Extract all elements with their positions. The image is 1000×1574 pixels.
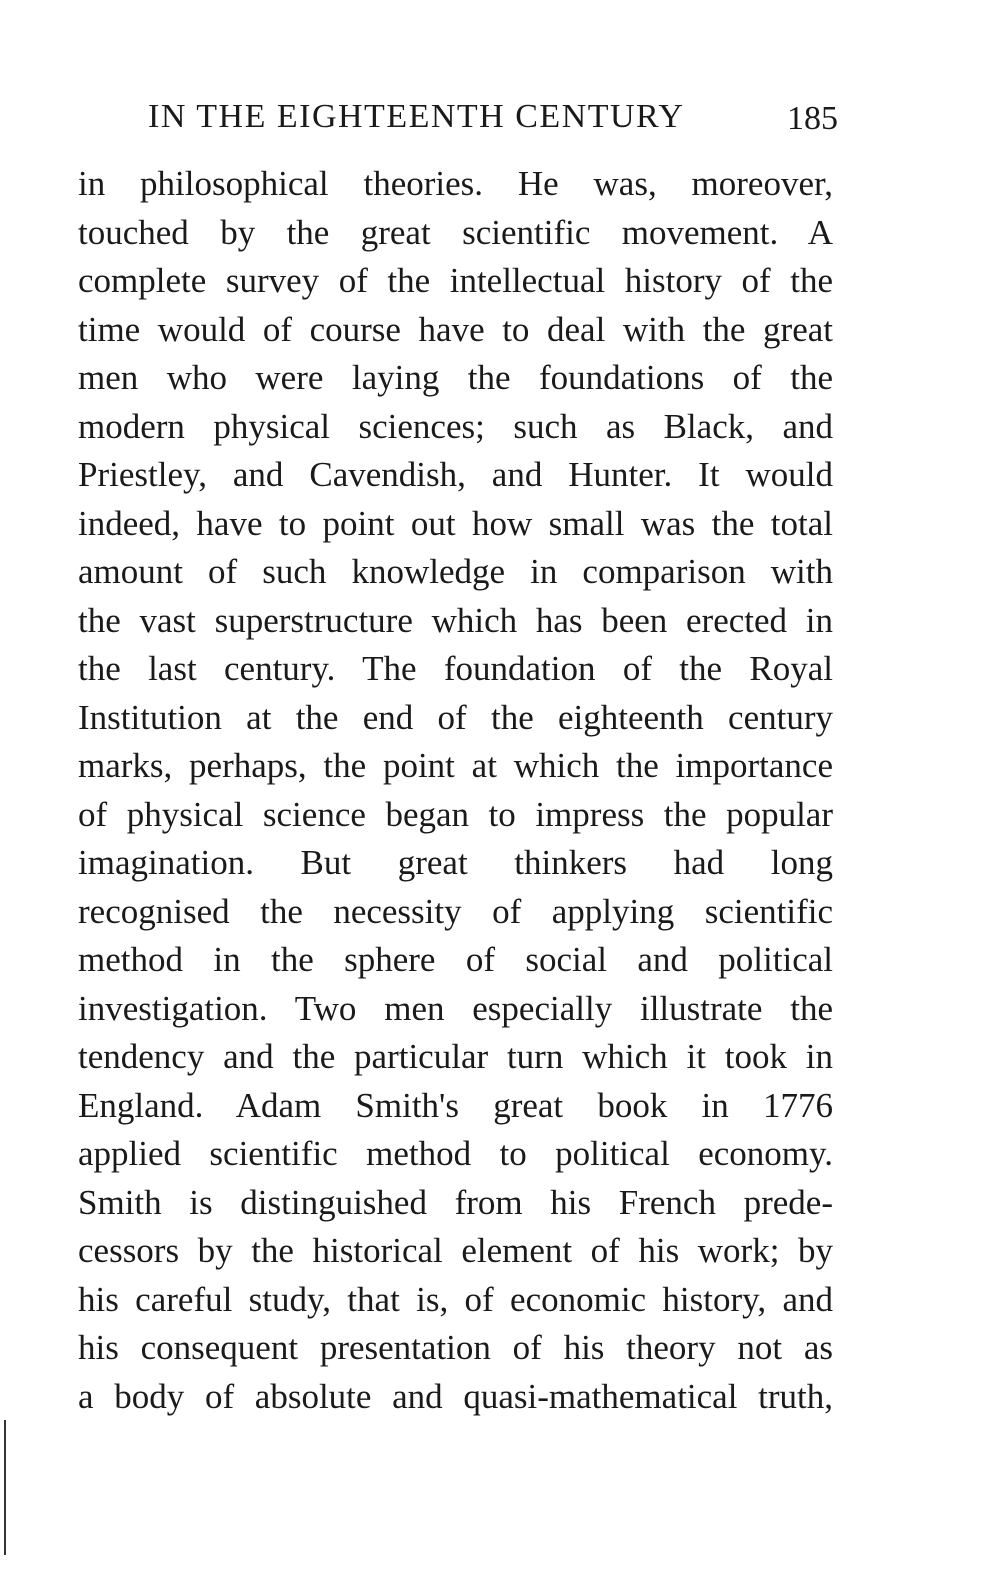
text-line: cessors by the historical element of his work; by (78, 1231, 833, 1270)
running-head (148, 98, 838, 142)
text-line: men who were laying the foundations of the (78, 358, 833, 397)
text-line: Institution at the end of the eighteenth century (78, 697, 833, 737)
text-line: time would of course have to deal with the great (78, 309, 833, 349)
text-line: tendency and the particular turn which it took in (78, 1037, 833, 1076)
text-line: a body of absolute and quasi-mathematical truth, (78, 1376, 833, 1416)
page-number: 185 (787, 100, 838, 137)
text-line: imagination. But great thinkers had long (78, 843, 833, 882)
body-text (78, 160, 833, 1421)
text-line: the last century. The foundation of the Royal (78, 649, 833, 688)
text-line: touched by the great scientific movement. A (78, 212, 833, 252)
text-line: method in the sphere of social and political (78, 940, 833, 979)
text-line: applied scientific method to political economy. (78, 1134, 833, 1173)
text-line: investigation. Two men especially illustrate the (78, 988, 833, 1028)
text-line: Smith is distinguished from his French prede- (78, 1182, 833, 1222)
margin-rule (4, 1420, 6, 1555)
text-line: the vast superstructure which has been erected in (78, 600, 833, 640)
text-line: England. Adam Smith's great book in 1776 (78, 1085, 833, 1125)
text-line: in philosophical theories. He was, moreover, (78, 164, 833, 203)
running-head-title: IN THE EIGHTEENTH CENTURY (148, 98, 685, 135)
text-line: modern physical sciences; such as Black, and (78, 406, 833, 446)
text-line: Priestley, and Cavendish, and Hunter. It would (78, 455, 833, 494)
text-line: complete survey of the intellectual history of the (78, 261, 833, 300)
text-line: his consequent presentation of his theory not as (78, 1328, 833, 1367)
text-line: indeed, have to point out how small was the total (78, 503, 833, 543)
text-line: marks, perhaps, the point at which the importance (78, 746, 833, 785)
text-line: his careful study, that is, of economic history, and (78, 1279, 833, 1319)
text-line: recognised the necessity of applying scientific (78, 891, 833, 931)
text-line: amount of such knowledge in comparison with (78, 552, 833, 591)
text-line: of physical science began to impress the popular (78, 794, 833, 834)
